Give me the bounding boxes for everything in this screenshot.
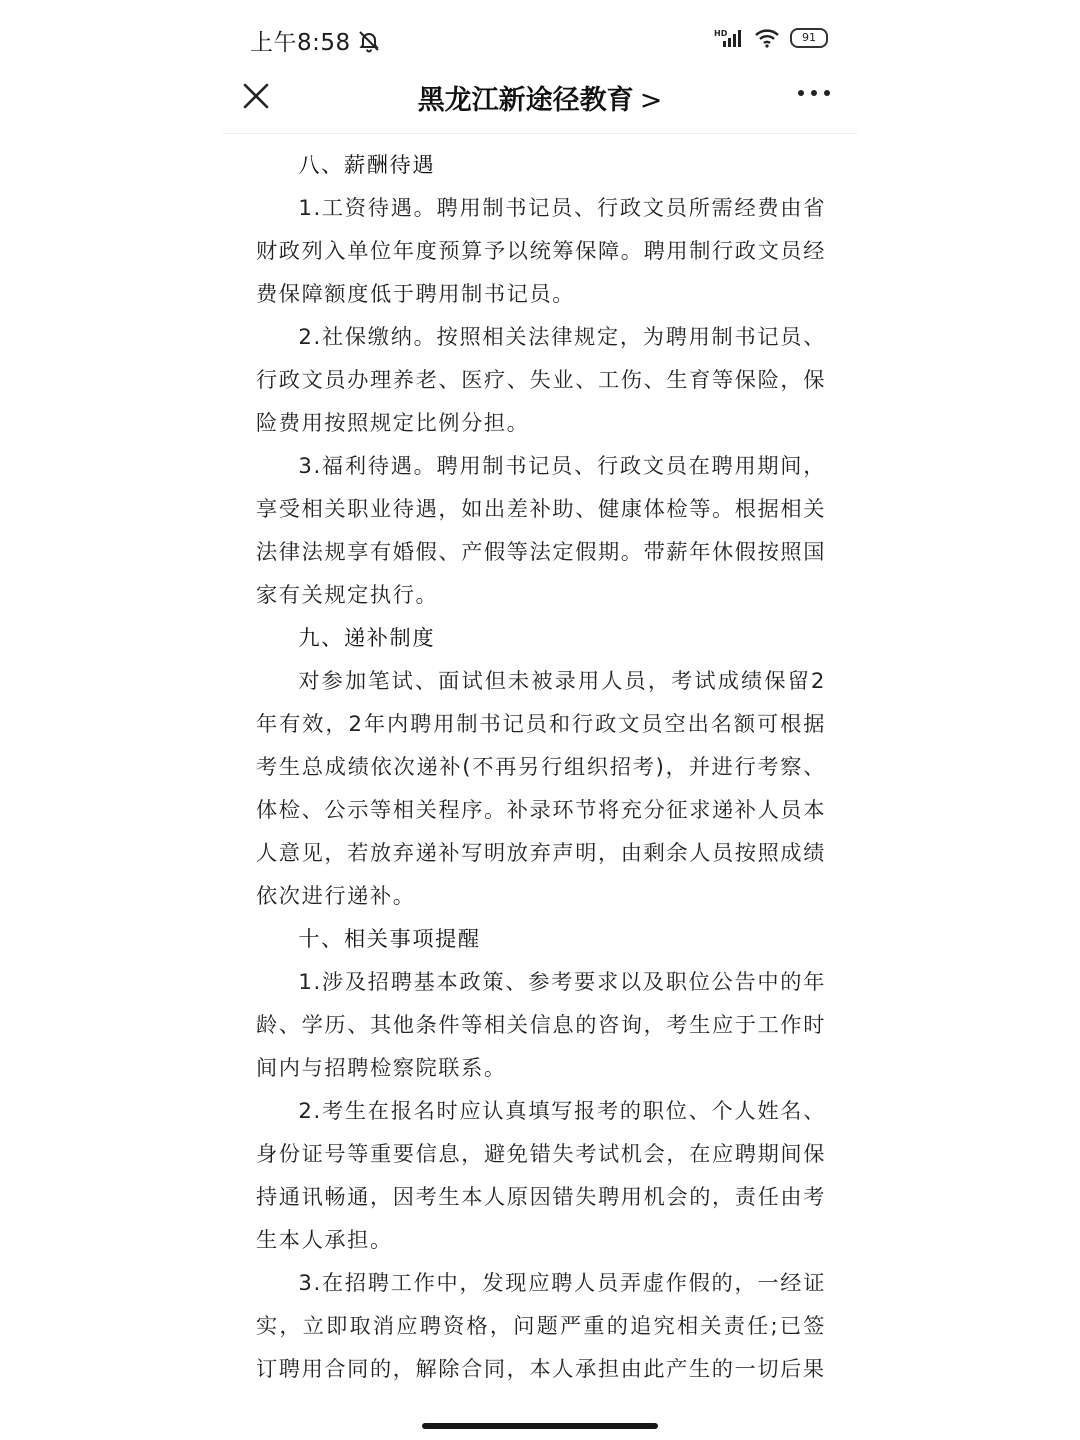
article-paragraph: 1.工资待遇。聘用制书记员、行政文员所需经费由省财政列入单位年度预算予以统筹保障。聘用制行政文员经费保障额度低于聘用制书记员。 — [256, 195, 826, 306]
article-paragraph: 2.考生在报名时应认真填写报考的职位、个人姓名、身份证号等重要信息，避免错失考试机会，在应聘期间保持通讯畅通，因考生本人原因错失聘用机会的，责任由考生本人承担。 — [256, 1098, 826, 1252]
phone-screen — [222, 0, 858, 1440]
wifi-icon — [754, 28, 780, 48]
battery-level: 91 — [802, 31, 816, 44]
clock: 上午8:58 — [250, 30, 351, 56]
article-paragraph: 对参加笔试、面试但未被录用人员，考试成绩保留2年有效，2年内聘用制书记员和行政文员空出名额可根据考生总成绩依次递补(不再另行组织招考)，并进行考察、体检、公示等相关程序。补录环节将充分征求递补人员本人意见，若放弃递补写明放弃声明，由剩余人员按照成绩依次进行递补。 — [256, 668, 826, 908]
battery-icon — [790, 28, 828, 48]
mute-bell-icon — [357, 29, 381, 53]
cellular-signal-icon — [714, 28, 744, 48]
status-indicators — [714, 28, 828, 48]
status-time — [250, 24, 381, 57]
account-title-link[interactable] — [222, 78, 858, 117]
network-label: HD — [714, 29, 728, 38]
nav-divider — [222, 133, 858, 134]
section-heading: 十、相关事项提醒 — [298, 926, 481, 951]
more-options-icon[interactable] — [798, 90, 830, 96]
section-heading: 八、薪酬待遇 — [298, 152, 436, 177]
home-indicator[interactable] — [422, 1423, 658, 1429]
article-paragraph: 1.涉及招聘基本政策、参考要求以及职位公告中的年龄、学历、其他条件等相关信息的咨询，考生应于工作时间内与招聘检察院联系。 — [256, 969, 826, 1080]
article-paragraph: 3.福利待遇。聘用制书记员、行政文员在聘用期间，享受相关职业待遇，如出差补助、健康体检等。根据相关法律法规享有婚假、产假等法定假期。带薪年休假按照国家有关规定执行。 — [256, 453, 826, 607]
article-body — [256, 143, 826, 1390]
article-paragraph: 3.在招聘工作中，发现应聘人员弄虚作假的，一经证实，立即取消应聘资格，问题严重的追究相关责任;已签订聘用合同的，解除合同，本人承担由此产生的一切后果 — [256, 1270, 826, 1381]
nav-bar — [222, 60, 858, 132]
chevron-right-icon: > — [639, 85, 663, 116]
article-paragraph: 2.社保缴纳。按照相关法律规定，为聘用制书记员、行政文员办理养老、医疗、失业、工伤、生育等保险，保险费用按照规定比例分担。 — [256, 324, 826, 435]
account-name: 黑龙江新途径教育 — [417, 85, 634, 116]
section-heading: 九、递补制度 — [298, 625, 436, 650]
